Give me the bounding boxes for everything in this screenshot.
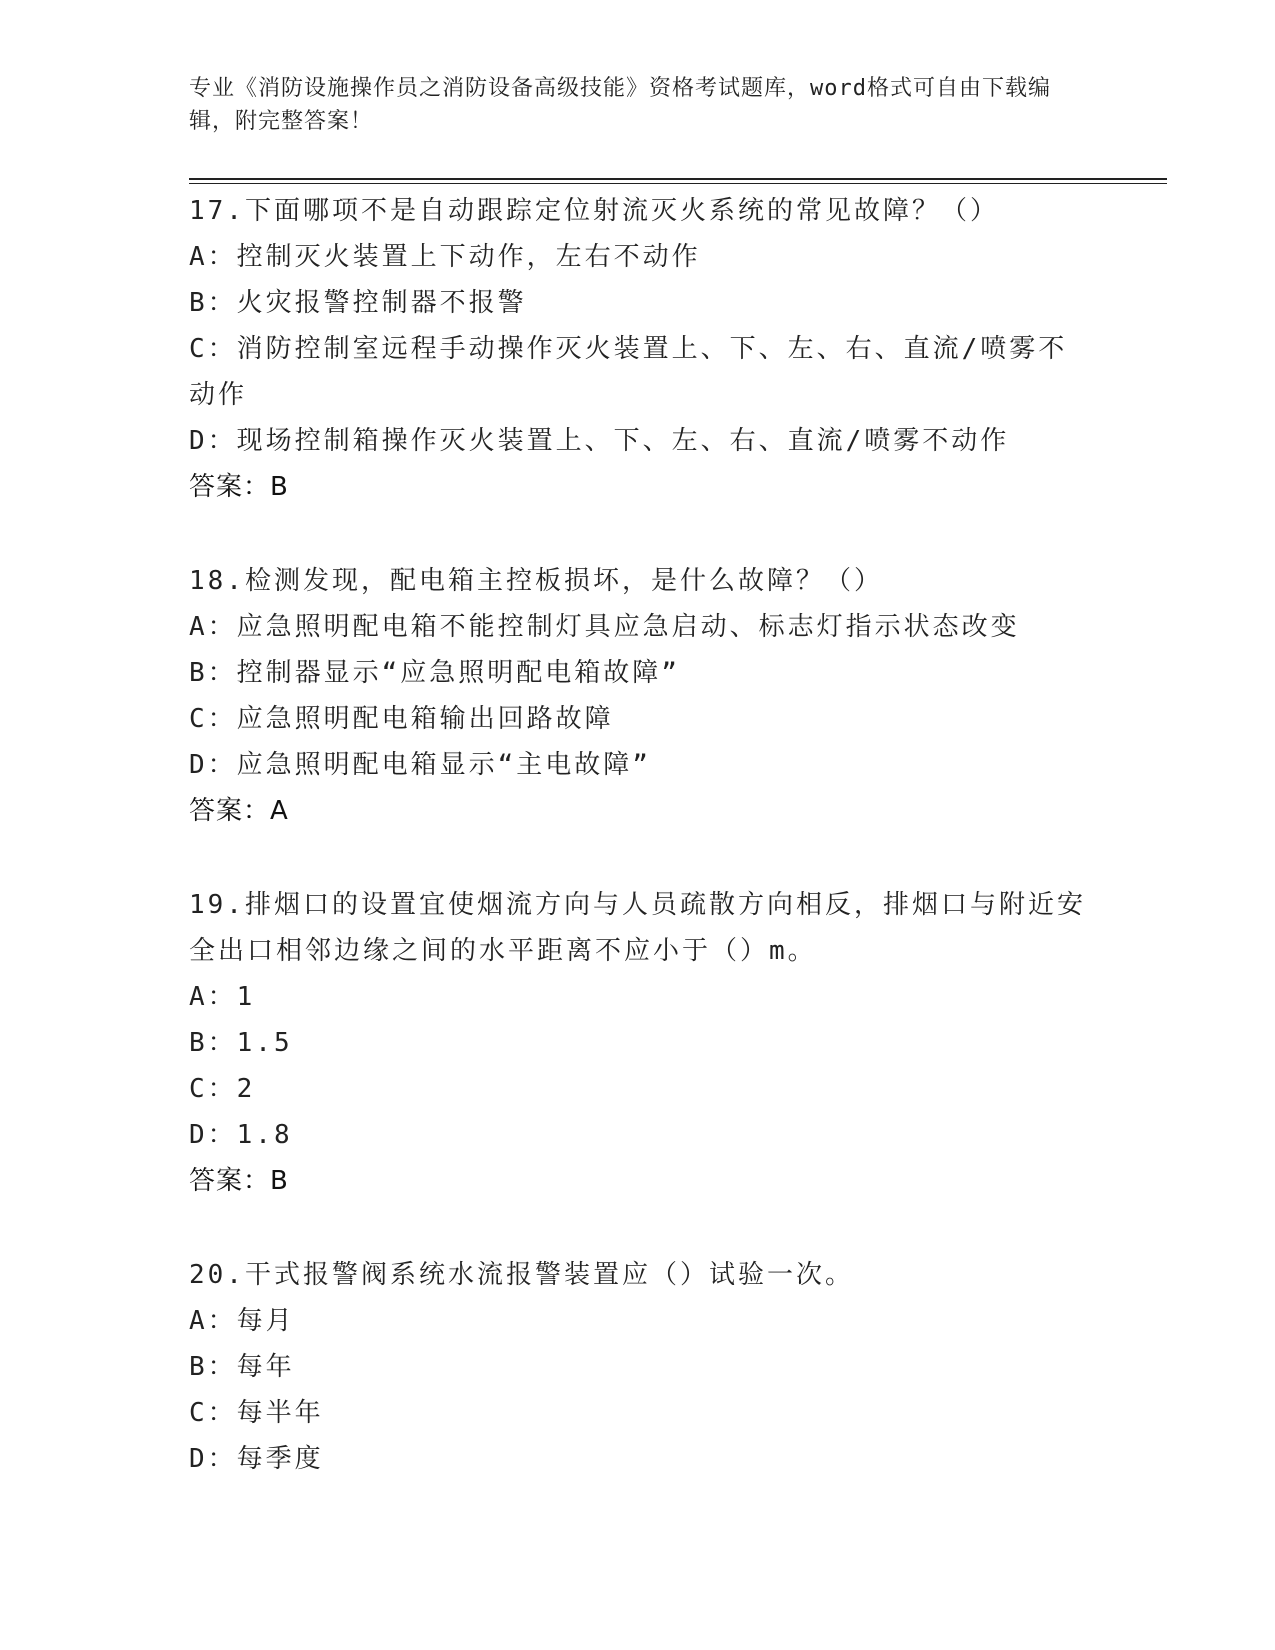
option-c: C：应急照明配电箱输出回路故障 bbox=[189, 704, 614, 734]
answer-text: 答案：B bbox=[189, 472, 289, 502]
question-stem: 17.下面哪项不是自动跟踪定位射流灭火系统的常见故障？（） bbox=[189, 196, 999, 226]
question-18 bbox=[189, 558, 1089, 834]
option-c: C：消防控制室远程手动操作灭火装置上、下、左、右、直流/喷雾不 bbox=[189, 334, 1068, 364]
question-17 bbox=[189, 188, 1089, 510]
option-c: C：2 bbox=[189, 1074, 256, 1104]
option-a: A：每月 bbox=[189, 1306, 295, 1336]
option-d: D：现场控制箱操作灭火装置上、下、左、右、直流/喷雾不动作 bbox=[189, 426, 1010, 456]
option-c: C：每半年 bbox=[189, 1398, 324, 1428]
option-b: B：火灾报警控制器不报警 bbox=[189, 288, 527, 318]
document-header: 专业《消防设施操作员之消防设备高级技能》资格考试题库，word格式可自由下载编辑，附完整答案！ bbox=[189, 76, 1051, 134]
option-d: D：应急照明配电箱显示“主电故障” bbox=[189, 750, 651, 780]
option-b: B：每年 bbox=[189, 1352, 295, 1382]
question-stem-continued: 全出口相邻边缘之间的水平距离不应小于（）m。 bbox=[189, 936, 817, 966]
option-a: A：控制灭火装置上下动作，左右不动作 bbox=[189, 242, 701, 272]
option-b: B：控制器显示“应急照明配电箱故障” bbox=[189, 658, 680, 688]
option-d: D：每季度 bbox=[189, 1444, 324, 1474]
option-d: D：1.8 bbox=[189, 1120, 293, 1150]
option-a: A：应急照明配电箱不能控制灯具应急启动、标志灯指示状态改变 bbox=[189, 612, 1020, 642]
question-stem: 18.检测发现，配电箱主控板损坏，是什么故障？（） bbox=[189, 566, 883, 596]
question-stem: 19.排烟口的设置宜使烟流方向与人员疏散方向相反，排烟口与附近安 bbox=[189, 890, 1086, 920]
option-b: B：1.5 bbox=[189, 1028, 293, 1058]
header-rule-thin bbox=[189, 183, 1167, 184]
answer-text: 答案：A bbox=[189, 796, 289, 826]
question-stem: 20.干式报警阀系统水流报警装置应（）试验一次。 bbox=[189, 1260, 854, 1290]
header-rule-thick bbox=[189, 178, 1167, 180]
questions-list bbox=[189, 188, 1089, 1530]
answer-text: 答案：B bbox=[189, 1166, 289, 1196]
question-19 bbox=[189, 882, 1089, 1204]
option-a: A：1 bbox=[189, 982, 256, 1012]
question-20 bbox=[189, 1252, 1089, 1482]
option-c-continued: 动作 bbox=[189, 380, 248, 410]
